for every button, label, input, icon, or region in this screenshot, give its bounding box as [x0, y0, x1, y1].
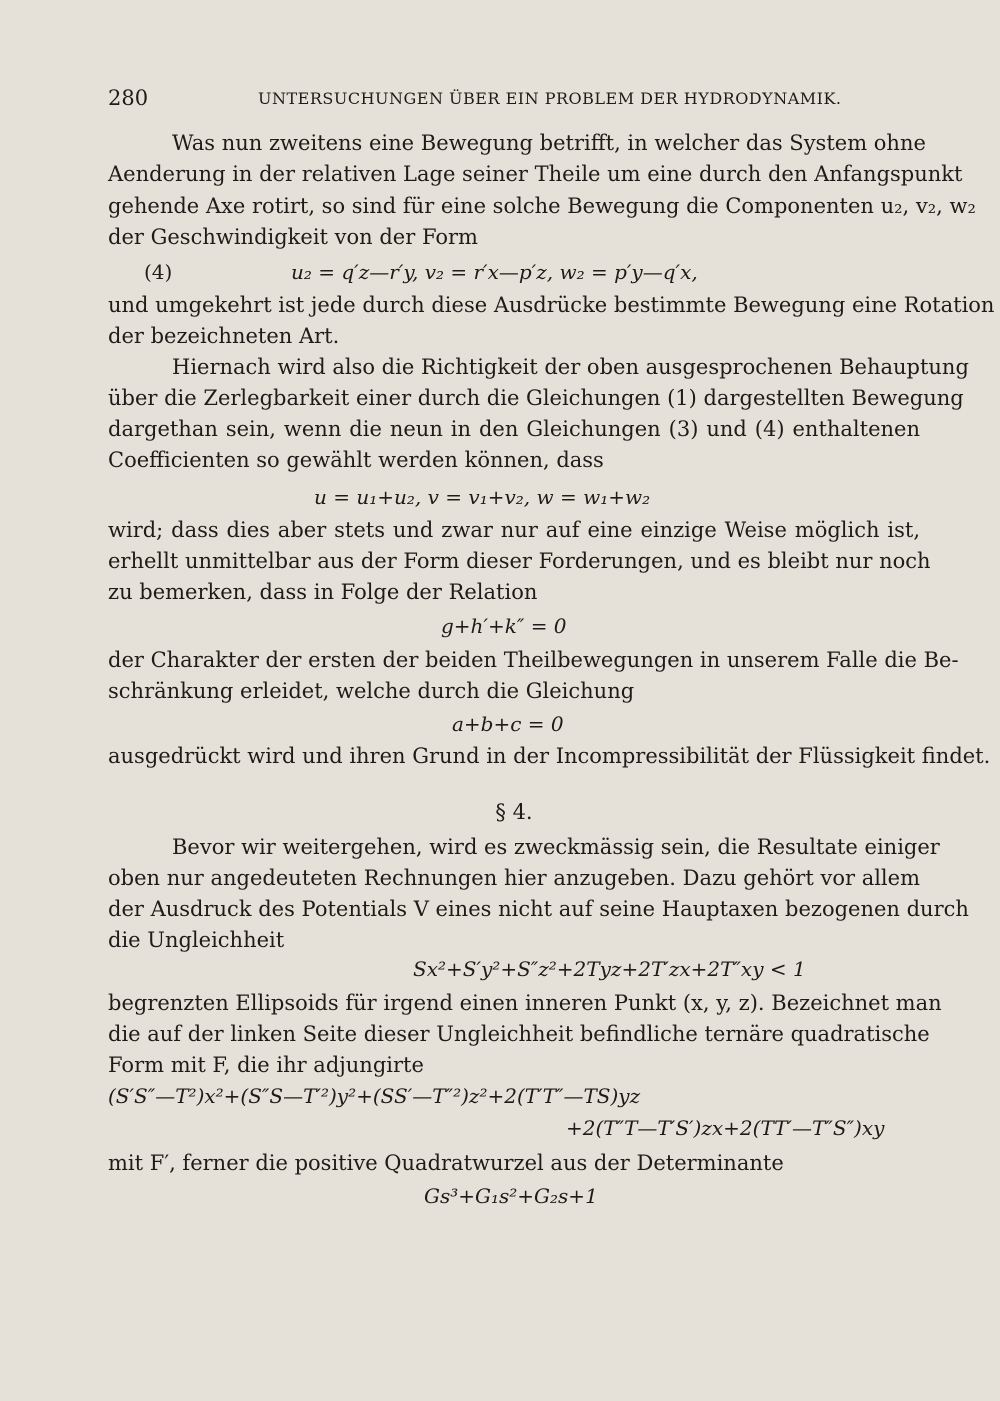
text-line: die Ungleichheit — [108, 928, 285, 952]
page-number: 280 — [108, 86, 149, 110]
text-line: der Charakter der ersten der beiden Theilbewegungen in unserem Falle die Be- — [108, 648, 959, 672]
text-line: schränkung erleidet, welche durch die Gleichung — [108, 679, 635, 703]
text-line: ausgedrückt wird und ihren Grund in der Incompressibilität der Flüssigkeit findet. — [108, 744, 991, 768]
equation-4-body: u₂ = q′z—r′y, v₂ = r′x—p′z, w₂ = p′y—q′x, — [291, 260, 698, 284]
text-line: über die Zerlegbarkeit einer durch die Gleichungen (1) dargestellten Bewegung — [108, 386, 964, 410]
text-line: Hiernach wird also die Richtigkeit der oben ausgesprochenen Behauptung — [172, 355, 969, 379]
text-line: erhellt unmittelbar aus der Form dieser Forderungen, und es bleibt nur noch — [108, 549, 931, 573]
equation-adjugate-line-2: +2(T″T—T′S′)zx+2(TT′—T″S″)xy — [566, 1116, 885, 1140]
text-line: dargethan sein, wenn die neun in den Gleichungen (3) und (4) enthaltenen — [108, 417, 920, 441]
text-line: wird; dass dies aber stets und zwar nur auf eine einzige Weise möglich ist, — [108, 518, 920, 542]
running-title: UNTERSUCHUNGEN ÜBER EIN PROBLEM DER HYDRODYNAMIK. — [258, 89, 842, 108]
text-line: mit F′, ferner die positive Quadratwurzel aus der Determinante — [108, 1151, 784, 1175]
text-line: die auf der linken Seite dieser Ungleichheit befindliche ternäre quadratische — [108, 1022, 930, 1046]
equation-inequality: Sx²+S′y²+S″z²+2Tyz+2T′zx+2T″xy < 1 — [413, 957, 806, 981]
equation-abc: a+b+c = 0 — [452, 712, 564, 736]
section-heading: § 4. — [495, 800, 533, 824]
text-line: oben nur angedeuteten Rechnungen hier anzugeben. Dazu gehört vor allem — [108, 866, 920, 890]
equation-relation: g+h′+k″ = 0 — [441, 614, 567, 638]
equation-label: (4) — [144, 260, 173, 284]
equation-adjugate-line-1: (S′S″—T²)x²+(S″S—T′²)y²+(SS′—T″²)z²+2(T′T″—TS)yz — [108, 1084, 641, 1108]
equation-determinant: Gs³+G₁s²+G₂s+1 — [424, 1184, 598, 1208]
text-line: Bevor wir weitergehen, wird es zweckmässig sein, die Resultate einiger — [172, 835, 940, 859]
text-line: zu bemerken, dass in Folge der Relation — [108, 580, 538, 604]
text-line: der Geschwindigkeit von der Form — [108, 225, 478, 249]
equation-sum: u = u₁+u₂, v = v₁+v₂, w = w₁+w₂ — [314, 485, 651, 509]
text-line: und umgekehrt ist jede durch diese Ausdrücke bestimmte Bewegung eine Rotation — [108, 293, 995, 317]
text-line: Was nun zweitens eine Bewegung betrifft, in welcher das System ohne — [172, 131, 926, 155]
text-line: begrenzten Ellipsoids für irgend einen inneren Punkt (x, y, z). Bezeichnet man — [108, 991, 942, 1015]
text-line: der bezeichneten Art. — [108, 324, 340, 348]
text-line: Form mit F, die ihr adjungirte — [108, 1053, 424, 1077]
text-line: der Ausdruck des Potentials V eines nicht auf seine Hauptaxen bezogenen durch — [108, 897, 969, 921]
text-line: Aenderung in der relativen Lage seiner Theile um eine durch den Anfangspunkt — [108, 162, 963, 186]
text-line: gehende Axe rotirt, so sind für eine solche Bewegung die Componenten u₂, v₂, w₂ — [108, 194, 976, 218]
text-line: Coefficienten so gewählt werden können, dass — [108, 448, 604, 472]
